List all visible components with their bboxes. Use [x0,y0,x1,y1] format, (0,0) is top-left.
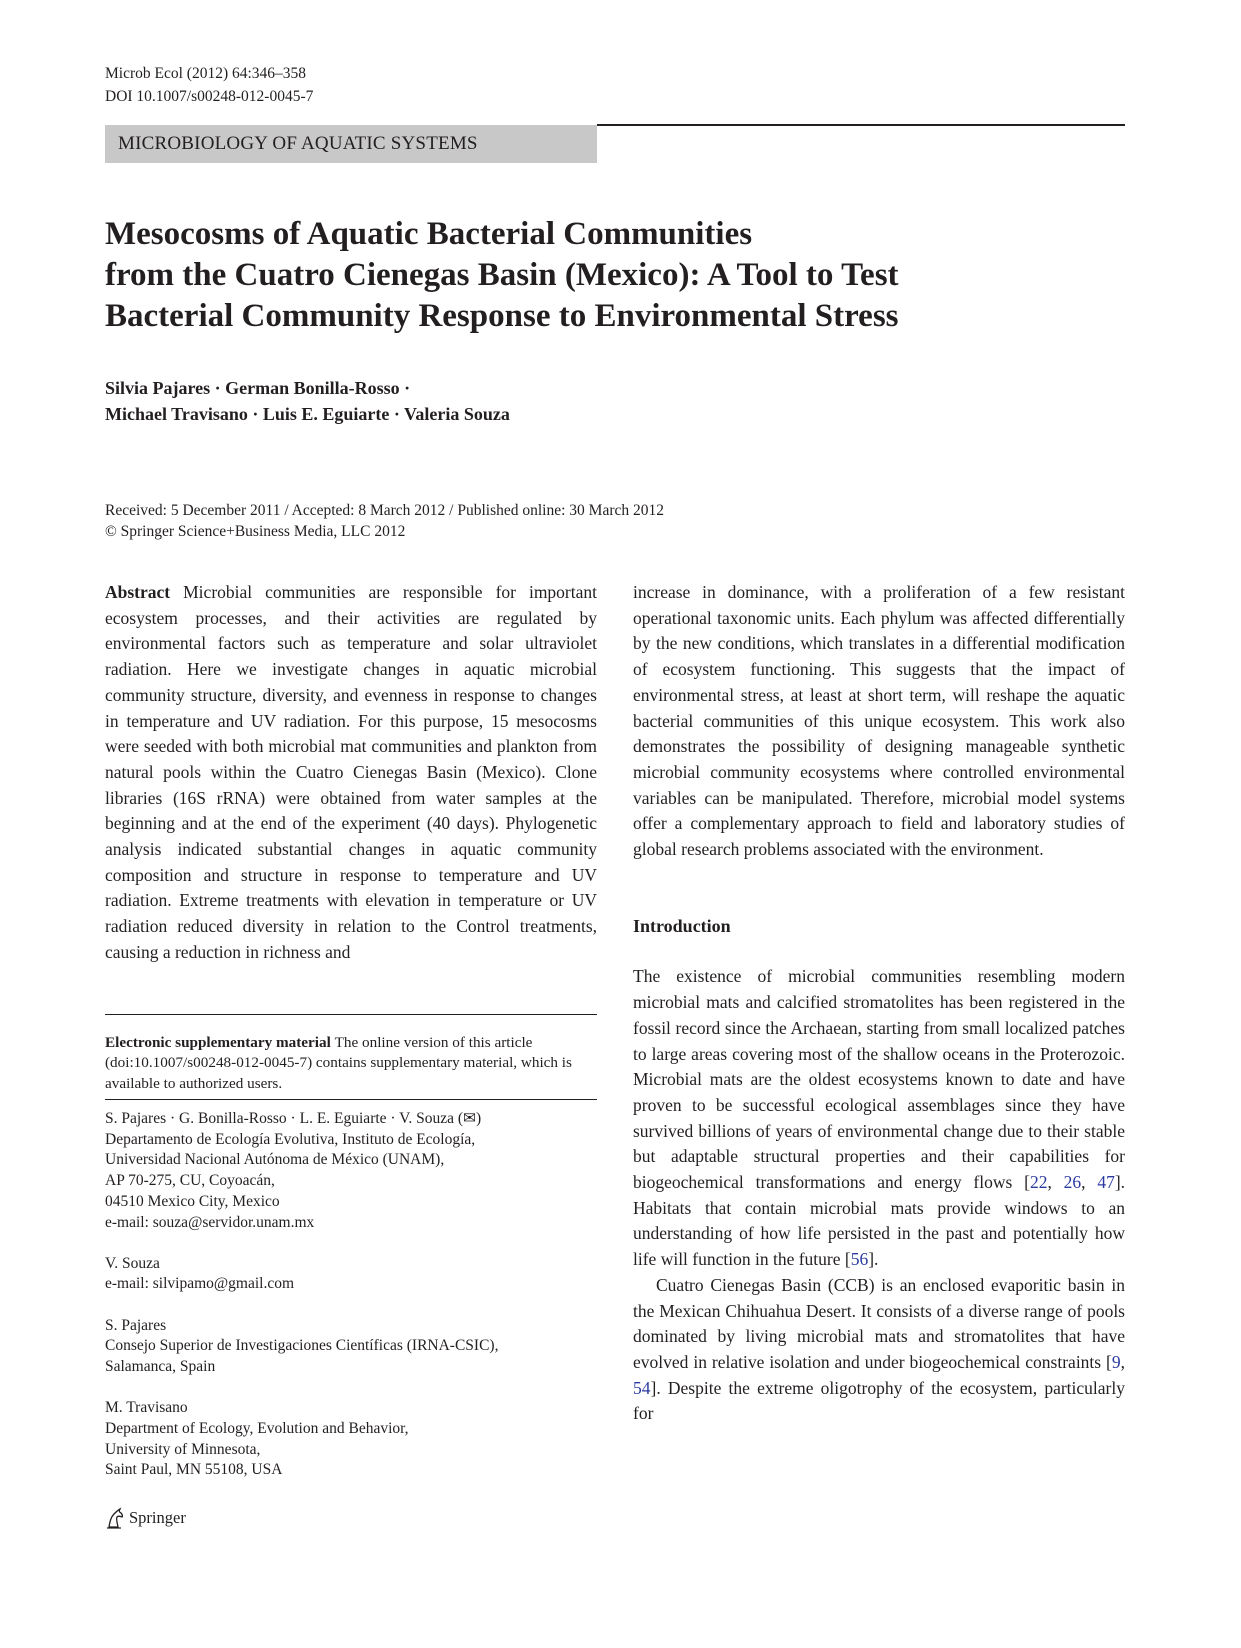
intro-text: ]. Despite the extreme oligotrophy of the ecosystem, particularly for [633,1377,1125,1424]
title-line: Mesocosms of Aquatic Bacterial Communities [105,216,753,252]
abstract-text-left: Microbial communities are responsible for important ecosystem processes, and their activities are regulated by environmental factors such as temperature and solar ultraviolet radiation. Here we investigate changes in aquatic microbial community structure, diversity, and evenness in response to changes in temperature and UV radiation. For this purpose, 15 mesocosms were seeded with both microbial mat communities and plankton from natural pools within the Cuatro Cienegas Basin (Mexico). Clone libraries (16S rRNA) were obtained from water samples at the beginning and at the end of the experiment (40 days). Phylogenetic analysis indicated substantial changes in aquatic community composition and structure in response to temperature and UV radiation. Extreme treatments with elevation in temperature or UV radiation reduced diversity in relation to the Control treatments, causing a reduction in richness and [105,582,598,962]
history-dates: Received: 5 December 2011 / Accepted: 8 March 2012 / Published online: 30 March 2012 [105,502,665,519]
authors-line: Silvia Pajares · German Bonilla-Rosso · [105,378,411,398]
authors-line: Michael Travisano · Luis E. Eguiarte · Valeria Souza [105,404,510,424]
intro-text: Cuatro Cienegas Basin (CCB) is an enclosed evaporitic basin in the Mexican Chihuahua Desert. It consists of a diverse range of pools dominated by living microbial mats and stromatolites that have evolved in relative isolation and under biogeochemical constraints [ [633,1274,1125,1372]
intro-paragraph-1 [633,964,1125,1272]
section-label: MICROBIOLOGY OF AQUATIC SYSTEMS [105,125,597,163]
email-link[interactable]: e-mail: souza@servidor.unam.mx [105,1213,315,1231]
publisher-footer [105,1507,186,1529]
intro-text: , [1120,1351,1125,1372]
author-list [105,375,510,427]
citation-link[interactable]: 22 [1029,1172,1048,1193]
affiliation-line: AP 70-275, CU, Coyoacán, [105,1172,275,1190]
article-title [105,214,1125,337]
abstract-paragraph [105,580,597,966]
intro-text: , [1081,1172,1098,1193]
affiliation-line: V. Souza [105,1254,160,1272]
intro-text: ]. [868,1249,879,1270]
citation-link[interactable]: 47 [1097,1172,1115,1193]
publication-history [105,500,664,542]
copyright: © Springer Science+Business Media, LLC 2012 [105,523,406,540]
abstract-label: Abstract [105,582,171,602]
affiliation-line: S. Pajares [105,1316,167,1334]
affiliation-line: M. Travisano [105,1399,188,1417]
affiliation-block [105,1109,498,1233]
affiliation-line: Salamanca, Spain [105,1358,216,1376]
intro-text: The existence of microbial communities resembling modern microbial mats and calcified stromatolites has been registered in the fossil record since the Archaean, starting from small localized patches to large areas covering most of the shallow oceans in the Proterozoic. Microbial mats are the oldest ecosystems known to date and have proven to be successful ecological assemblages since they have survived billions of years of environmental change due to their stable but adaptable structural properties and their capabilities for biogeochemical transformations and energy flows [ [633,966,1125,1193]
citation-link[interactable]: 56 [850,1249,869,1270]
affiliation-line: Saint Paul, MN 55108, USA [105,1461,283,1479]
header-rule [597,124,1125,126]
intro-text: , [1047,1172,1064,1193]
springer-horse-icon [105,1507,125,1529]
esm-text: The online version of this article (doi:10.1007/s00248-012-0045-7) contains supplementary material, which is available to authorized users. [105,1034,572,1092]
publisher-name: Springer [129,1508,186,1527]
citation-link[interactable]: 26 [1063,1172,1082,1193]
intro-text: ]. Habitats that contain microbial mats provide windows to an understanding of how life persisted in the past and potentially how life will function in the future [ [633,1172,1126,1270]
journal-citation: Microb Ecol (2012) 64:346–358 [105,65,307,82]
abstract-text-right: increase in dominance, with a proliferation of a few resistant operational taxonomic units. Each phylum was affected differentially by the new conditions, which translates in a differential modification of ecosystem functioning. This suggests that the impact of environmental stress, at least at short term, will reshape the aquatic bacterial communities of this unique ecosystem. This work also demonstrates the possibility of designing manageable synthetic microbial community ecosystems where controlled environmental variables can be manipulated. Therefore, microbial model systems offer a complementary approach to field and laboratory studies of global research problems associated with the environment. [633,582,1125,860]
affiliation-line: Consejo Superior de Investigaciones Científicas (IRNA-CSIC), [105,1337,499,1355]
title-line: from the Cuatro Cienegas Basin (Mexico): A Tool to Test [105,257,899,293]
email-link[interactable]: e-mail: silvipamo@gmail.com [105,1275,295,1293]
footnote-rule [105,1099,597,1100]
esm-label: Electronic supplementary material [105,1034,331,1051]
affiliation-line: Universidad Nacional Autónoma de México (UNAM), [105,1151,445,1169]
citation-link[interactable]: 54 [633,1377,651,1398]
affiliation-block [105,1398,498,1481]
affiliation-line: 04510 Mexico City, Mexico [105,1192,280,1210]
affiliations [105,1109,498,1502]
abstract-left-column [105,580,597,966]
affiliation-line: Department of Ecology, Evolution and Behavior, [105,1419,409,1437]
citation-link[interactable]: 9 [1111,1351,1121,1372]
supplementary-note [105,1033,597,1094]
intro-paragraph-2 [633,1273,1125,1427]
right-column [633,580,1125,1427]
affiliation-line: Departamento de Ecología Evolutiva, Instituto de Ecología, [105,1130,476,1148]
affiliation-line: University of Minnesota, [105,1440,261,1458]
doi: DOI 10.1007/s00248-012-0045-7 [105,88,314,105]
affiliation-line: S. Pajares · G. Bonilla-Rosso · L. E. Eguiarte · V. Souza (✉) [105,1110,482,1127]
footnote-rule [105,1014,597,1015]
affiliation-block [105,1316,498,1378]
introduction-heading: Introduction [633,915,731,936]
title-line: Bacterial Community Response to Environmental Stress [105,298,899,334]
affiliation-block [105,1254,498,1295]
